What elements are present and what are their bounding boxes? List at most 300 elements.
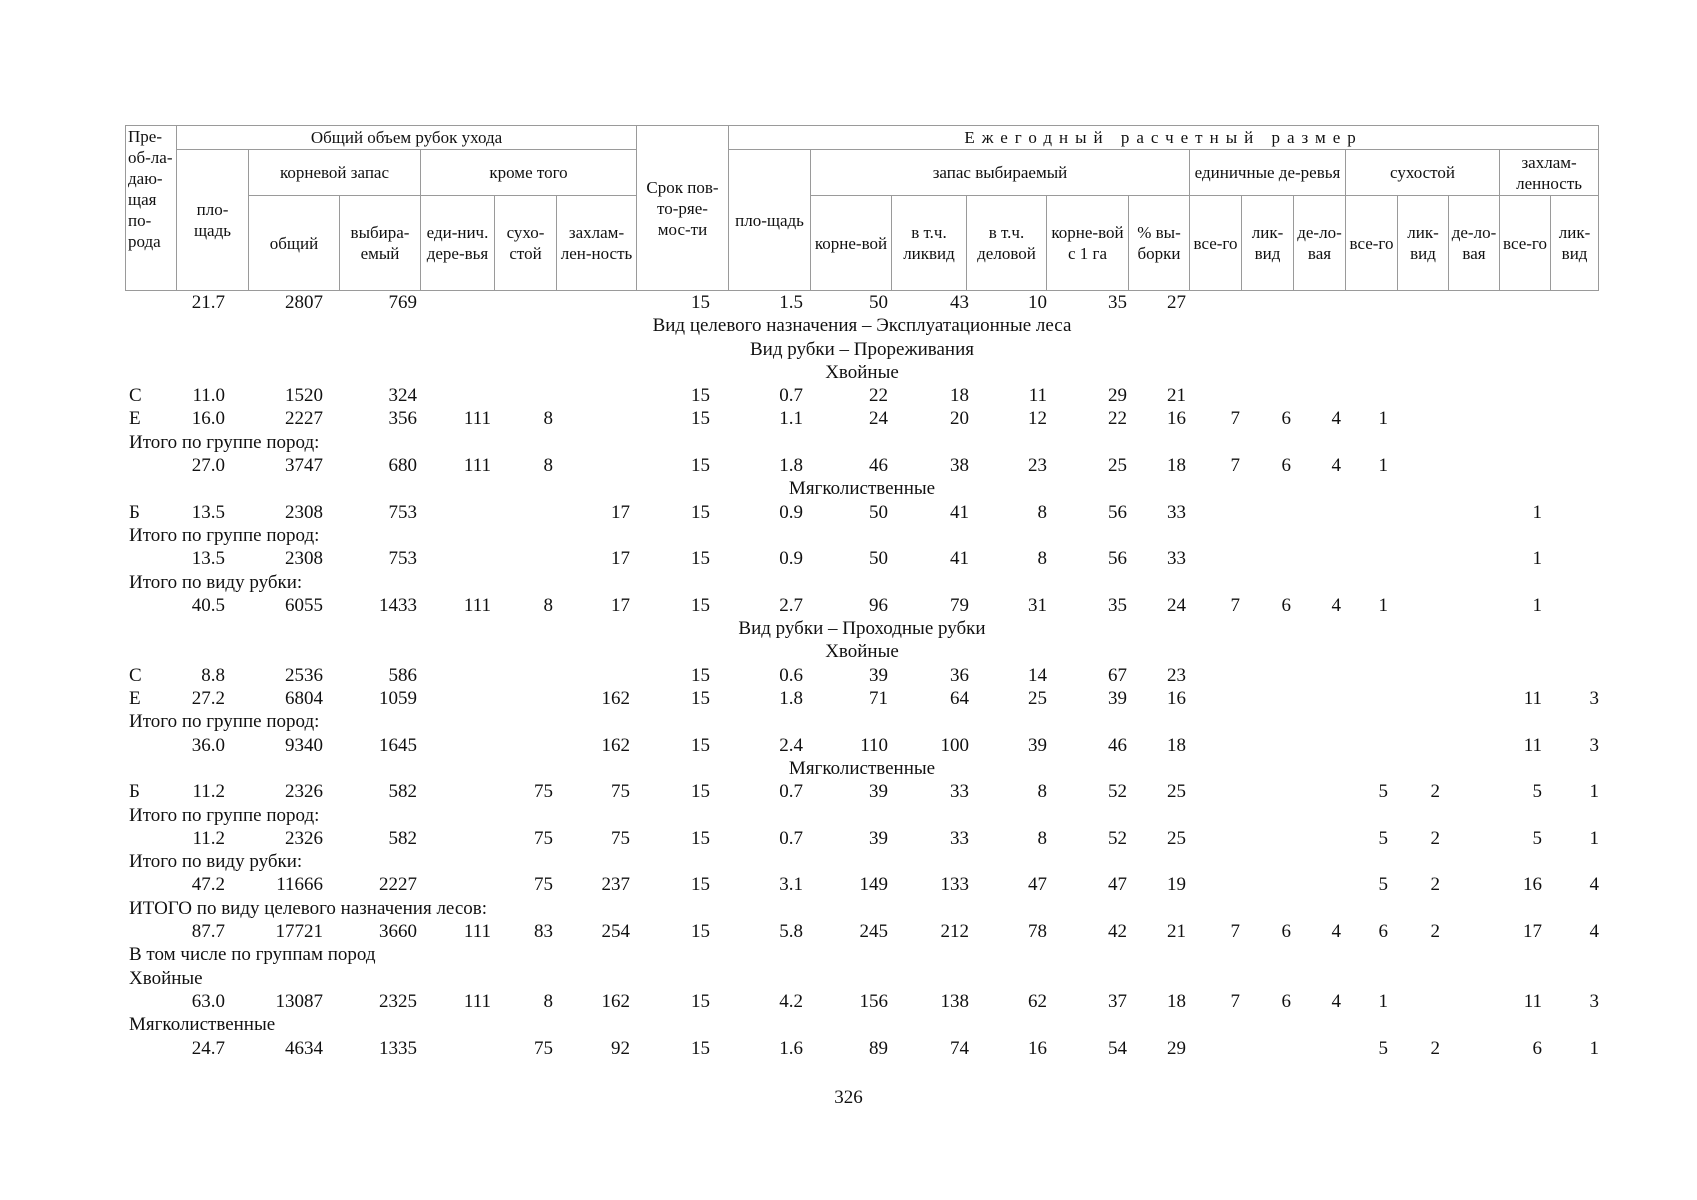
table-cell: 39 bbox=[1028, 734, 1047, 756]
table-cell: 39 bbox=[869, 664, 888, 686]
table-cell: 8 bbox=[543, 455, 553, 477]
table-cell: 245 bbox=[859, 921, 888, 943]
table-cell: 11 bbox=[1523, 990, 1542, 1012]
table-cell: 13.5 bbox=[191, 501, 225, 523]
table-cell: 1 bbox=[1378, 594, 1388, 616]
table-cell: 17 bbox=[1523, 921, 1542, 943]
table-cell: 27 bbox=[1167, 292, 1186, 313]
table-cell: 680 bbox=[388, 455, 417, 477]
table-cell: 1433 bbox=[379, 594, 417, 616]
table-cell: 1 bbox=[1589, 827, 1599, 849]
table-cell: 15 bbox=[691, 874, 710, 896]
table-cell: 2227 bbox=[285, 408, 323, 430]
table-cell: 18 bbox=[1167, 734, 1186, 756]
section-heading bbox=[125, 640, 1599, 663]
table-cell: 15 bbox=[691, 734, 710, 756]
table-cell: 3660 bbox=[379, 921, 417, 943]
table-cell: 39 bbox=[869, 827, 888, 849]
table-cell: 75 bbox=[534, 1037, 553, 1059]
table-cell: 7 bbox=[1230, 990, 1240, 1012]
breed-label: Е bbox=[129, 408, 141, 430]
table-cell: 62 bbox=[1028, 990, 1047, 1012]
table-cell: 52 bbox=[1108, 827, 1127, 849]
table-cell: 5 bbox=[1378, 781, 1388, 803]
table-cell: 6 bbox=[1281, 990, 1291, 1012]
heading-text: Мягколиственные bbox=[788, 757, 936, 779]
table-cell: 237 bbox=[601, 874, 630, 896]
table-cell: 1 bbox=[1589, 1037, 1599, 1059]
table-cell: 21.7 bbox=[191, 292, 225, 313]
table-cell: 1059 bbox=[379, 688, 417, 710]
table-cell: 16 bbox=[1028, 1037, 1047, 1059]
table-cell: 4 bbox=[1331, 990, 1341, 1012]
table-cell: 10 bbox=[1028, 292, 1047, 313]
heading-text: Вид целевого назначения – Эксплуатационные леса bbox=[652, 315, 1072, 337]
table-cell: 22 bbox=[869, 385, 888, 407]
table-cell: 1.8 bbox=[779, 455, 803, 477]
table-cell: 17721 bbox=[275, 921, 323, 943]
table-cell: 71 bbox=[869, 688, 888, 710]
table-cell: 27.0 bbox=[191, 455, 225, 477]
table-header bbox=[125, 125, 1599, 291]
table-cell: 15 bbox=[691, 292, 710, 313]
table-cell: 41 bbox=[950, 501, 969, 523]
table-cell: 133 bbox=[940, 874, 969, 896]
table-cell: 8 bbox=[1037, 548, 1047, 570]
table-cell: 110 bbox=[860, 734, 888, 756]
subtitle-text: Итого по виду рубки: bbox=[129, 571, 303, 593]
header-root: корне-вой bbox=[811, 196, 892, 291]
subtitle-text: Хвойные bbox=[129, 967, 203, 989]
table-cell: 21 bbox=[1167, 385, 1186, 407]
table-cell: 16 bbox=[1523, 874, 1542, 896]
section-heading bbox=[125, 477, 1599, 500]
table-cell: 5 bbox=[1378, 1037, 1388, 1059]
header-all-3: все-го bbox=[1500, 196, 1551, 291]
table-cell: 2.4 bbox=[779, 734, 803, 756]
table-cell: 47 bbox=[1108, 874, 1127, 896]
group-subtitle bbox=[125, 967, 1599, 990]
table-cell: 33 bbox=[950, 827, 969, 849]
table-cell: 16 bbox=[1167, 408, 1186, 430]
subtitle-text: Итого по виду рубки: bbox=[129, 851, 303, 873]
table-cell: 2 bbox=[1430, 1037, 1440, 1059]
table-cell: 46 bbox=[1108, 734, 1127, 756]
header-dead-standing-small: сухо-стой bbox=[495, 196, 557, 291]
table-cell: 35 bbox=[1108, 594, 1127, 616]
table-cell: 22 bbox=[1108, 408, 1127, 430]
table-cell: 4.2 bbox=[779, 990, 803, 1012]
table-row bbox=[125, 594, 1599, 617]
table-cell: 4 bbox=[1589, 874, 1599, 896]
table-cell: 111 bbox=[463, 408, 491, 430]
table-cell: 79 bbox=[950, 594, 969, 616]
table-cell: 11.2 bbox=[192, 827, 225, 849]
header-total: общий bbox=[249, 196, 340, 291]
table-cell: 15 bbox=[691, 1037, 710, 1059]
table-cell: 1 bbox=[1589, 781, 1599, 803]
table-cell: 2807 bbox=[285, 292, 323, 313]
table-cell: 2 bbox=[1430, 874, 1440, 896]
table-cell: 2536 bbox=[285, 664, 323, 686]
header-breed: Пре-об-ла-даю-щая по-рода bbox=[126, 126, 177, 291]
table-cell: 56 bbox=[1108, 548, 1127, 570]
header-incl-business: в т.ч. деловой bbox=[967, 196, 1047, 291]
table-cell: 37 bbox=[1108, 990, 1127, 1012]
table-cell: 6 bbox=[1378, 921, 1388, 943]
table-cell: 2308 bbox=[285, 501, 323, 523]
table-cell: 52 bbox=[1108, 781, 1127, 803]
table-cell: 6 bbox=[1281, 594, 1291, 616]
heading-text: Вид рубки – Проходные рубки bbox=[738, 618, 986, 640]
table-cell: 6 bbox=[1281, 408, 1291, 430]
table-cell: 21 bbox=[1167, 921, 1186, 943]
table-cell: 42 bbox=[1108, 921, 1127, 943]
table-cell: 1 bbox=[1532, 594, 1542, 616]
table-cell: 6 bbox=[1281, 921, 1291, 943]
table-cell: 24 bbox=[1167, 594, 1186, 616]
page-number: 326 bbox=[834, 1087, 863, 1108]
table-row bbox=[125, 873, 1599, 896]
table-cell: 23 bbox=[1167, 664, 1186, 686]
table-cell: 3.1 bbox=[779, 874, 803, 896]
table-cell: 4 bbox=[1331, 594, 1341, 616]
table-cell: 15 bbox=[691, 548, 710, 570]
group-subtitle bbox=[125, 524, 1599, 547]
table-cell: 14 bbox=[1028, 664, 1047, 686]
heading-text: Хвойные bbox=[825, 641, 899, 663]
table-row bbox=[125, 664, 1599, 687]
table-cell: 11.2 bbox=[192, 781, 225, 803]
group-subtitle bbox=[125, 431, 1599, 454]
table-cell: 4634 bbox=[285, 1037, 323, 1059]
table-cell: 63.0 bbox=[191, 990, 225, 1012]
table-cell: 156 bbox=[859, 990, 888, 1012]
table-cell: 18 bbox=[950, 385, 969, 407]
table-row bbox=[125, 547, 1599, 570]
table-cell: 27.2 bbox=[191, 688, 225, 710]
table-cell: 50 bbox=[869, 501, 888, 523]
table-row bbox=[125, 1037, 1599, 1060]
table-cell: 8.8 bbox=[201, 664, 225, 686]
table-cell: 149 bbox=[859, 874, 888, 896]
table-cell: 15 bbox=[691, 688, 710, 710]
header-pct-selection: % вы-борки bbox=[1129, 196, 1190, 291]
table-cell: 11 bbox=[1523, 688, 1542, 710]
table-cell: 5 bbox=[1532, 827, 1542, 849]
table-cell: 16 bbox=[1167, 688, 1186, 710]
table-cell: 162 bbox=[601, 688, 630, 710]
section-heading bbox=[125, 757, 1599, 780]
table-cell: 31 bbox=[1028, 594, 1047, 616]
table-row bbox=[125, 734, 1599, 757]
table-cell: 586 bbox=[388, 664, 417, 686]
table-cell: 753 bbox=[388, 501, 417, 523]
group-subtitle bbox=[125, 710, 1599, 733]
table-row bbox=[125, 920, 1599, 943]
table-cell: 4 bbox=[1331, 408, 1341, 430]
table-cell: 3747 bbox=[285, 455, 323, 477]
table-cell: 15 bbox=[691, 921, 710, 943]
table-row bbox=[125, 291, 1599, 314]
table-cell: 75 bbox=[534, 874, 553, 896]
table-cell: 254 bbox=[601, 921, 630, 943]
table-cell: 35 bbox=[1108, 292, 1127, 313]
table-cell: 8 bbox=[1037, 501, 1047, 523]
table-cell: 769 bbox=[388, 292, 417, 313]
section-heading bbox=[125, 617, 1599, 640]
table-cell: 33 bbox=[950, 781, 969, 803]
header-single-trees-small: еди-нич. дере-вья bbox=[421, 196, 495, 291]
table-cell: 13087 bbox=[275, 990, 323, 1012]
table-cell: 96 bbox=[869, 594, 888, 616]
table-cell: 15 bbox=[691, 827, 710, 849]
header-liquid-1: лик-вид bbox=[1242, 196, 1294, 291]
table-cell: 753 bbox=[388, 548, 417, 570]
table-cell: 2 bbox=[1430, 827, 1440, 849]
breed-label: С bbox=[129, 664, 142, 686]
group-subtitle bbox=[125, 850, 1599, 873]
table-cell: 1645 bbox=[379, 734, 417, 756]
heading-text: Мягколиственные bbox=[788, 478, 936, 500]
table-cell: 67 bbox=[1108, 664, 1127, 686]
table-cell: 36 bbox=[950, 664, 969, 686]
table-cell: 15 bbox=[691, 455, 710, 477]
table-cell: 18 bbox=[1167, 990, 1186, 1012]
subtitle-text: Итого по группе пород: bbox=[129, 804, 320, 826]
header-business-2: де-ло-вая bbox=[1449, 196, 1500, 291]
header-term: Срок пов- то-ряе- мос-ти bbox=[637, 126, 729, 291]
table-cell: 5 bbox=[1378, 874, 1388, 896]
table-cell: 5.8 bbox=[779, 921, 803, 943]
subtitle-text: Итого по группе пород: bbox=[129, 711, 320, 733]
table-cell: 3 bbox=[1589, 688, 1599, 710]
header-business-1: де-ло-вая bbox=[1294, 196, 1346, 291]
group-subtitle bbox=[125, 1013, 1599, 1036]
table-cell: 3 bbox=[1589, 734, 1599, 756]
table-cell: 8 bbox=[543, 408, 553, 430]
table-cell: 0.7 bbox=[779, 827, 803, 849]
table-cell: 8 bbox=[543, 990, 553, 1012]
table-cell: 212 bbox=[940, 921, 969, 943]
table-row bbox=[125, 501, 1599, 524]
table-cell: 2 bbox=[1430, 921, 1440, 943]
table-cell: 74 bbox=[950, 1037, 969, 1059]
header-liquid-3: лик-вид bbox=[1551, 196, 1599, 291]
table-cell: 4 bbox=[1331, 455, 1341, 477]
table-cell: 39 bbox=[869, 781, 888, 803]
table-cell: 1.5 bbox=[779, 292, 803, 313]
table-cell: 2 bbox=[1430, 781, 1440, 803]
table-cell: 11.0 bbox=[192, 385, 225, 407]
table-row bbox=[125, 780, 1599, 803]
table-cell: 47.2 bbox=[191, 874, 225, 896]
breed-label: Б bbox=[129, 501, 140, 523]
table-cell: 39 bbox=[1108, 688, 1127, 710]
table-cell: 43 bbox=[950, 292, 969, 313]
table-cell: 1 bbox=[1378, 990, 1388, 1012]
group-subtitle bbox=[125, 804, 1599, 827]
table-row bbox=[125, 454, 1599, 477]
group-subtitle bbox=[125, 571, 1599, 594]
group-subtitle bbox=[125, 943, 1599, 966]
breed-label: Б bbox=[129, 781, 140, 803]
table-cell: 16.0 bbox=[191, 408, 225, 430]
table-cell: 15 bbox=[691, 594, 710, 616]
breed-label: Е bbox=[129, 688, 141, 710]
header-stock-selected: запас выбираемый bbox=[811, 150, 1190, 196]
table-cell: 75 bbox=[611, 781, 630, 803]
table-cell: 36.0 bbox=[191, 734, 225, 756]
table-cell: 2326 bbox=[285, 781, 323, 803]
heading-text: Вид рубки – Прореживания bbox=[749, 338, 974, 360]
table-cell: 25 bbox=[1167, 781, 1186, 803]
table-cell: 64 bbox=[950, 688, 969, 710]
table-cell: 111 bbox=[463, 455, 491, 477]
table-cell: 8 bbox=[1037, 781, 1047, 803]
table-cell: 20 bbox=[950, 408, 969, 430]
header-total-volume: Общий объем рубок ухода bbox=[177, 126, 637, 150]
table-cell: 75 bbox=[611, 827, 630, 849]
table-cell: 100 bbox=[940, 734, 969, 756]
table-cell: 29 bbox=[1108, 385, 1127, 407]
table-cell: 1.1 bbox=[779, 408, 803, 430]
header-root-per-ha: корне-вой с 1 га bbox=[1047, 196, 1129, 291]
table-cell: 46 bbox=[869, 455, 888, 477]
table-cell: 7 bbox=[1230, 455, 1240, 477]
table-cell: 6055 bbox=[285, 594, 323, 616]
table-cell: 4 bbox=[1331, 921, 1341, 943]
table-cell: 54 bbox=[1108, 1037, 1127, 1059]
table-cell: 1335 bbox=[379, 1037, 417, 1059]
header-area: пло-щадь bbox=[177, 150, 249, 291]
table-cell: 7 bbox=[1230, 921, 1240, 943]
table-cell: 15 bbox=[691, 501, 710, 523]
table-cell: 50 bbox=[869, 548, 888, 570]
table-cell: 78 bbox=[1028, 921, 1047, 943]
table-cell: 1 bbox=[1532, 501, 1542, 523]
table-cell: 162 bbox=[601, 734, 630, 756]
table-cell: 50 bbox=[869, 292, 888, 313]
table-cell: 9340 bbox=[285, 734, 323, 756]
header-all-1: все-го bbox=[1190, 196, 1242, 291]
table-cell: 11 bbox=[1523, 734, 1542, 756]
table-cell: 4 bbox=[1589, 921, 1599, 943]
table-cell: 41 bbox=[950, 548, 969, 570]
section-heading bbox=[125, 338, 1599, 361]
table-cell: 25 bbox=[1028, 688, 1047, 710]
subtitle-text: ИТОГО по виду целевого назначения лесов: bbox=[129, 897, 488, 919]
table-cell: 19 bbox=[1167, 874, 1186, 896]
table-cell: 1 bbox=[1378, 455, 1388, 477]
table-cell: 24 bbox=[869, 408, 888, 430]
table-cell: 111 bbox=[463, 990, 491, 1012]
table-cell: 29 bbox=[1167, 1037, 1186, 1059]
table-cell: 324 bbox=[388, 385, 417, 407]
table-cell: 12 bbox=[1028, 408, 1047, 430]
table-row bbox=[125, 827, 1599, 850]
table-cell: 138 bbox=[940, 990, 969, 1012]
table-cell: 15 bbox=[691, 781, 710, 803]
subtitle-text: Итого по группе пород: bbox=[129, 524, 320, 546]
table-cell: 111 bbox=[463, 921, 491, 943]
table-cell: 89 bbox=[869, 1037, 888, 1059]
heading-text: Хвойные bbox=[825, 361, 899, 383]
table-cell: 40.5 bbox=[191, 594, 225, 616]
table-cell: 13.5 bbox=[191, 548, 225, 570]
header-debris-small: захлам-лен-ность bbox=[557, 196, 637, 291]
section-heading bbox=[125, 361, 1599, 384]
table-cell: 1520 bbox=[285, 385, 323, 407]
breed-label: С bbox=[129, 385, 142, 407]
table-cell: 92 bbox=[611, 1037, 630, 1059]
table-cell: 8 bbox=[543, 594, 553, 616]
table-cell: 3 bbox=[1589, 990, 1599, 1012]
table-cell: 6 bbox=[1281, 455, 1291, 477]
table-cell: 0.9 bbox=[779, 548, 803, 570]
table-cell: 17 bbox=[611, 548, 630, 570]
table-cell: 7 bbox=[1230, 594, 1240, 616]
table-cell: 2308 bbox=[285, 548, 323, 570]
table-cell: 582 bbox=[388, 827, 417, 849]
table-cell: 8 bbox=[1037, 827, 1047, 849]
table-row bbox=[125, 407, 1599, 430]
table-cell: 87.7 bbox=[191, 921, 225, 943]
table-cell: 1 bbox=[1378, 408, 1388, 430]
header-root-stock: корневой запас bbox=[249, 150, 421, 196]
table-cell: 24.7 bbox=[191, 1037, 225, 1059]
table-cell: 11 bbox=[1028, 385, 1047, 407]
table-cell: 75 bbox=[534, 781, 553, 803]
table-cell: 33 bbox=[1167, 548, 1186, 570]
table-cell: 1.6 bbox=[779, 1037, 803, 1059]
header-debris: захлам-ленность bbox=[1500, 150, 1599, 196]
table-cell: 15 bbox=[691, 990, 710, 1012]
table-cell: 0.9 bbox=[779, 501, 803, 523]
table-body bbox=[125, 291, 1599, 1060]
table-cell: 1 bbox=[1532, 548, 1542, 570]
header-besides: кроме того bbox=[421, 150, 637, 196]
table-cell: 15 bbox=[691, 664, 710, 686]
subtitle-text: Мягколиственные bbox=[129, 1014, 276, 1036]
table-cell: 33 bbox=[1167, 501, 1186, 523]
table-cell: 18 bbox=[1167, 455, 1186, 477]
table-cell: 356 bbox=[388, 408, 417, 430]
table-cell: 83 bbox=[534, 921, 553, 943]
header-selectable: выбира-емый bbox=[340, 196, 421, 291]
table-cell: 38 bbox=[950, 455, 969, 477]
table-cell: 0.6 bbox=[779, 664, 803, 686]
table-cell: 111 bbox=[463, 594, 491, 616]
subtitle-text: В том числе по группам пород bbox=[129, 944, 376, 966]
header-dead-standing: сухостой bbox=[1346, 150, 1500, 196]
header-all-2: все-го bbox=[1346, 196, 1398, 291]
table-row bbox=[125, 384, 1599, 407]
header-annual: Ежегодный расчетный размер bbox=[729, 126, 1599, 150]
header-liquid-2: лик-вид bbox=[1398, 196, 1449, 291]
table-cell: 7 bbox=[1230, 408, 1240, 430]
table-cell: 25 bbox=[1108, 455, 1127, 477]
table-cell: 15 bbox=[691, 385, 710, 407]
group-subtitle bbox=[125, 897, 1599, 920]
section-heading bbox=[125, 314, 1599, 337]
table-cell: 582 bbox=[388, 781, 417, 803]
table-cell: 0.7 bbox=[779, 385, 803, 407]
table-cell: 6 bbox=[1532, 1037, 1542, 1059]
table-cell: 6804 bbox=[285, 688, 323, 710]
header-single-trees: единичные де-ревья bbox=[1190, 150, 1346, 196]
table-row bbox=[125, 990, 1599, 1013]
